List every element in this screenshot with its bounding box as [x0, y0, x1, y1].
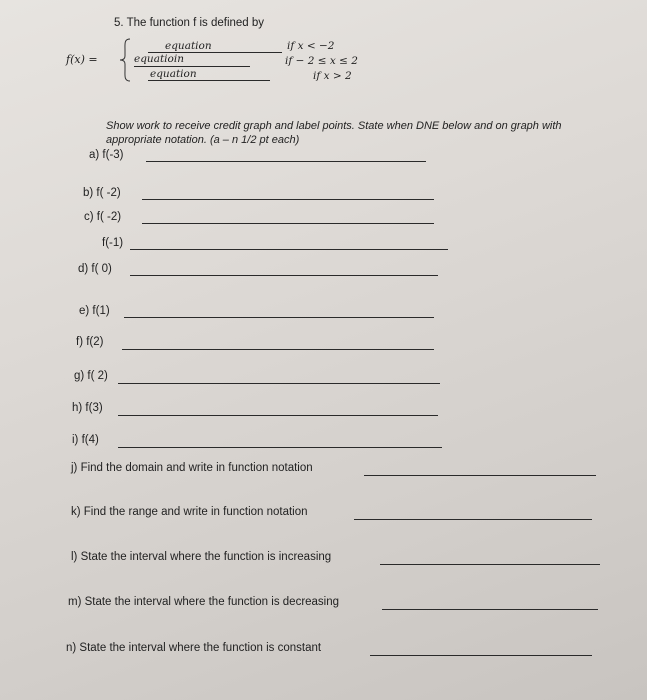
piece-2-line [134, 66, 250, 67]
question-d: d) f( 0) [78, 263, 112, 275]
answer-line-g[interactable] [118, 383, 440, 384]
answer-line-c[interactable] [142, 223, 434, 224]
fx-label: f(x) = [66, 53, 98, 66]
answer-line-f[interactable] [122, 349, 434, 350]
answer-line-h[interactable] [118, 415, 438, 416]
piece-3-line [148, 80, 270, 81]
question-c2: f(-1) [102, 237, 124, 249]
answer-line-i[interactable] [118, 447, 442, 448]
answer-line-d[interactable] [130, 275, 438, 276]
question-a: a) f(-3) [89, 149, 124, 161]
piece-1-condition: if x < −2 [287, 40, 335, 52]
question-b: b) f( -2) [83, 187, 121, 199]
question-f: f) f(2) [76, 336, 104, 348]
answer-line-a[interactable] [146, 161, 426, 162]
question-e: e) f(1) [79, 305, 110, 317]
question-c: c) f( -2) [84, 211, 122, 223]
question-j: j) Find the domain and write in function notation [71, 462, 313, 474]
answer-line-m[interactable] [382, 609, 598, 610]
answer-line-n[interactable] [370, 655, 592, 656]
piece-3-equation: equation [150, 68, 197, 80]
piece-3-condition: if x > 2 [313, 70, 352, 82]
question-g: g) f( 2) [74, 370, 108, 382]
answer-line-e[interactable] [124, 317, 434, 318]
answer-line-b[interactable] [142, 199, 434, 200]
piece-1-equation: equation [165, 40, 212, 52]
question-l: l) State the interval where the function is increasing [71, 551, 332, 563]
question-h: h) f(3) [72, 402, 103, 414]
question-m: m) State the interval where the function is decreasing [68, 596, 340, 608]
instructions: Show work to receive credit graph and label points. State when DNE below and on graph with appropriate notation. (a – n 1/2 pt each) [106, 120, 562, 146]
brace-icon [119, 38, 131, 82]
answer-line-k[interactable] [354, 519, 592, 520]
problem-title: 5. The function f is defined by [114, 17, 265, 29]
question-n: n) State the interval where the function is constant [66, 642, 322, 654]
answer-line-j[interactable] [364, 475, 596, 476]
question-i: i) f(4) [72, 434, 99, 446]
answer-line-c2[interactable] [130, 249, 448, 250]
answer-line-l[interactable] [380, 564, 600, 565]
piece-2-equation: equatioin [134, 53, 184, 65]
question-k: k) Find the range and write in function notation [71, 506, 308, 518]
piece-2-condition: if − 2 ≤ x ≤ 2 [285, 55, 358, 67]
